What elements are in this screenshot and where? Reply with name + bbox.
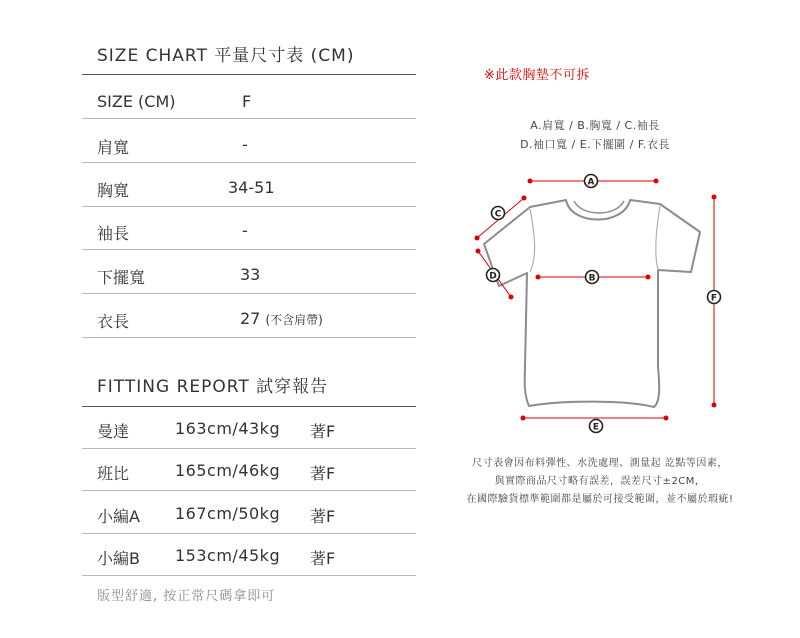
size-row-label: 胸寬: [97, 181, 130, 200]
fitting-name: 小編A: [97, 507, 140, 526]
size-row-label: 肩寬: [97, 138, 130, 157]
marker-d-label: D: [489, 271, 497, 282]
fitting-size: 著F: [310, 549, 336, 568]
fitting-footnote: 版型舒適, 按正常尺碼拿即可: [97, 589, 276, 604]
size-row-label: SIZE (CM): [97, 92, 176, 111]
measurement-disclaimer: [445, 455, 755, 509]
fitting-stats: 153cm/45kg: [175, 546, 281, 565]
marker-a: [585, 175, 598, 188]
size-row-label: 下擺寬: [97, 268, 146, 287]
removable-pad-warning: ※此款胸墊不可拆: [484, 68, 590, 83]
marker-e-label: E: [592, 422, 600, 433]
size-row-value: -: [242, 221, 248, 240]
size-row-value: 34-51: [228, 178, 275, 197]
size-row-label: 衣長: [97, 312, 130, 331]
size-row-value: F: [242, 92, 252, 111]
marker-a-label: A: [587, 177, 595, 188]
marker-c-label: C: [494, 209, 502, 220]
fitting-name: 曼達: [97, 422, 130, 441]
fitting-stats: 165cm/46kg: [175, 461, 281, 480]
size-row-value: -: [242, 135, 248, 154]
size-value: 27: [240, 309, 261, 328]
disclaimer-line-1: 尺寸表會因布料彈性、水洗處理、測量起 訖點等因素，: [472, 458, 728, 469]
fitting-size: 著F: [310, 507, 336, 526]
size-chart-title: SIZE CHART 平量尺寸表 (CM): [97, 46, 355, 66]
marker-e: [590, 420, 603, 433]
size-row-label: 袖長: [97, 224, 130, 243]
marker-b-label: B: [588, 273, 596, 284]
fitting-stats: 167cm/50kg: [175, 504, 281, 523]
measure-legend-line-1: A.肩寬 / B.胸寬 / C.袖長: [530, 119, 660, 132]
marker-c: [492, 207, 505, 220]
fitting-size: 著F: [310, 464, 336, 483]
marker-f: [708, 291, 721, 304]
marker-b: [586, 271, 599, 284]
fitting-name: 小編B: [97, 549, 140, 568]
measure-legend-line-2: D.袖口寬 / E.下擺圍 / F.衣長: [520, 138, 670, 151]
marker-d: [487, 269, 500, 282]
tshirt-outline: [484, 200, 700, 407]
size-note: (不含肩帶): [265, 313, 323, 327]
fitting-report-title: FITTING REPORT 試穿報告: [97, 377, 329, 397]
fitting-name: 班比: [97, 464, 130, 483]
disclaimer-line-2: 與實際商品尺寸略有誤差，誤差尺寸±2CM，: [494, 476, 706, 487]
fitting-stats: 163cm/43kg: [175, 419, 281, 438]
size-row-value: 33: [240, 265, 261, 284]
fitting-size: 著F: [310, 422, 336, 441]
disclaimer-line-3: 在國際驗貨標準範圍都是屬於可接受範圍，並不屬於瑕疵!: [466, 494, 734, 505]
marker-f-label: F: [710, 293, 718, 304]
